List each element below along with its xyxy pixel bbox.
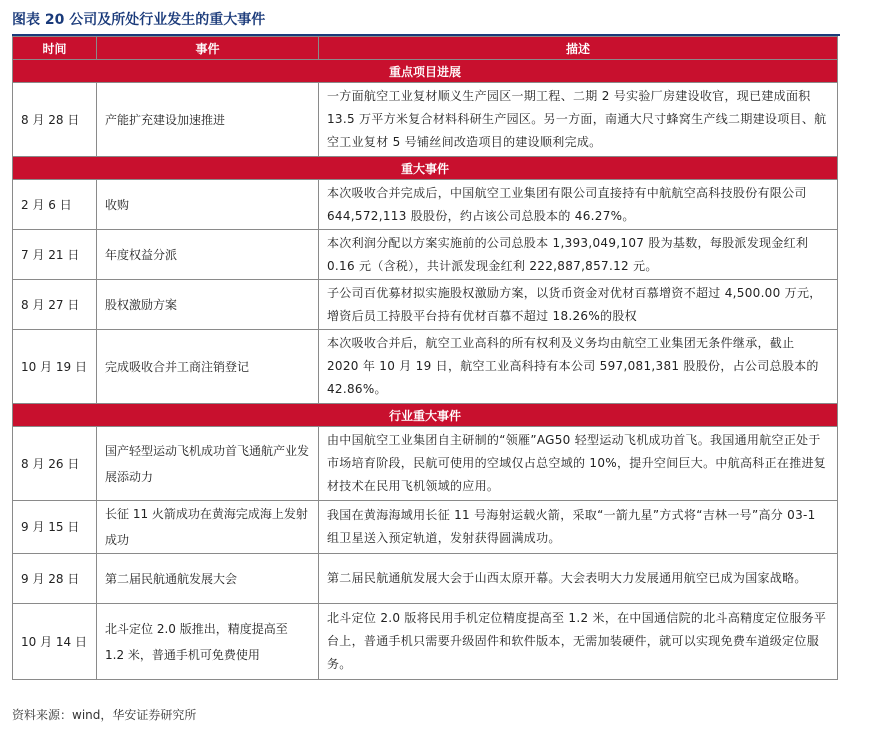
header-time: 时间 bbox=[13, 37, 97, 60]
row-desc: 我国在黄海海域用长征 11 号海射运载火箭，采取“一箭九星”方式将“吉林一号”高分 03-1 组卫星送入预定轨道，发射获得圆满成功。 bbox=[319, 501, 838, 554]
section-row bbox=[13, 157, 838, 180]
events-table bbox=[12, 36, 838, 680]
table-row bbox=[13, 180, 838, 230]
section-row bbox=[13, 60, 838, 83]
row-date: 8 月 26 日 bbox=[13, 427, 97, 501]
row-date: 2 月 6 日 bbox=[13, 180, 97, 230]
table-row bbox=[13, 330, 838, 404]
row-event: 产能扩充建设加速推进 bbox=[97, 83, 319, 157]
row-date: 9 月 28 日 bbox=[13, 554, 97, 604]
row-desc: 由中国航空工业集团自主研制的“领雁”AG50 轻型运动飞机成功首飞。我国通用航空正处于市场培育阶段，民航可使用的空域仅占总空域的 10%，提升空间巨大。中航高科正在推进复材技术在民用飞机领域的应用。 bbox=[319, 427, 838, 501]
row-event: 国产轻型运动飞机成功首飞通航产业发展添动力 bbox=[97, 427, 319, 501]
row-event: 完成吸收合并工商注销登记 bbox=[97, 330, 319, 404]
row-desc: 一方面航空工业复材顺义生产园区一期工程、二期 2 号实验厂房建设收官，现已建成面积 13.5 万平方米复合材料科研生产园区。另一方面，南通大尺寸蜂窝生产线二期建设项目、航空工业复材 5 号铺丝间改造项目的建设顺利完成。 bbox=[319, 83, 838, 157]
table-row bbox=[13, 554, 838, 604]
section-label: 重大事件 bbox=[13, 157, 838, 180]
row-date: 8 月 27 日 bbox=[13, 280, 97, 330]
section-label: 重点项目进展 bbox=[13, 60, 838, 83]
row-date: 7 月 21 日 bbox=[13, 230, 97, 280]
row-desc: 本次吸收合并完成后，中国航空工业集团有限公司直接持有中航航空高科技股份有限公司 644,572,113 股股份，约占该公司总股本的 46.27%。 bbox=[319, 180, 838, 230]
row-date: 8 月 28 日 bbox=[13, 83, 97, 157]
section-row bbox=[13, 404, 838, 427]
table-row bbox=[13, 83, 838, 157]
section-label: 行业重大事件 bbox=[13, 404, 838, 427]
row-event: 股权激励方案 bbox=[97, 280, 319, 330]
header-desc: 描述 bbox=[319, 37, 838, 60]
header-event: 事件 bbox=[97, 37, 319, 60]
row-event: 第二届民航通航发展大会 bbox=[97, 554, 319, 604]
row-desc: 本次利润分配以方案实施前的公司总股本 1,393,049,107 股为基数，每股派发现金红利 0.16 元（含税），共计派发现金红利 222,887,857.12 元。 bbox=[319, 230, 838, 280]
row-event: 收购 bbox=[97, 180, 319, 230]
table-row bbox=[13, 501, 838, 554]
table-row bbox=[13, 604, 838, 680]
row-desc: 第二届民航通航发展大会于山西太原开幕。大会表明大力发展通用航空已成为国家战略。 bbox=[319, 554, 838, 604]
row-date: 9 月 15 日 bbox=[13, 501, 97, 554]
table-row bbox=[13, 230, 838, 280]
row-desc: 本次吸收合并后，航空工业高科的所有权利及义务均由航空工业集团无条件继承，截止 2020 年 10 月 19 日，航空工业高科持有本公司 597,081,381 股股份，占公司总股本的 42.86%。 bbox=[319, 330, 838, 404]
row-desc: 北斗定位 2.0 版将民用手机定位精度提高至 1.2 米，在中国通信院的北斗高精度定位服务平台上，普通手机只需要升级固件和软件版本，无需加装硬件，就可以实现免费车道级定位服务。 bbox=[319, 604, 838, 680]
row-event: 年度权益分派 bbox=[97, 230, 319, 280]
row-event: 长征 11 火箭成功在黄海完成海上发射成功 bbox=[97, 501, 319, 554]
row-desc: 子公司百优募材拟实施股权激励方案，以货币资金对优材百慕增资不超过 4,500.00 万元，增资后员工持股平台持有优材百慕不超过 18.26%的股权 bbox=[319, 280, 838, 330]
table-row bbox=[13, 427, 838, 501]
source-note: 资料来源：wind，华安证券研究所 bbox=[12, 708, 197, 722]
row-date: 10 月 14 日 bbox=[13, 604, 97, 680]
header-row bbox=[13, 37, 838, 60]
row-event: 北斗定位 2.0 版推出，精度提高至 1.2 米，普通手机可免费使用 bbox=[97, 604, 319, 680]
figure-title: 图表 20 公司及所处行业发生的重大事件 bbox=[12, 12, 266, 28]
row-date: 10 月 19 日 bbox=[13, 330, 97, 404]
table-row bbox=[13, 280, 838, 330]
